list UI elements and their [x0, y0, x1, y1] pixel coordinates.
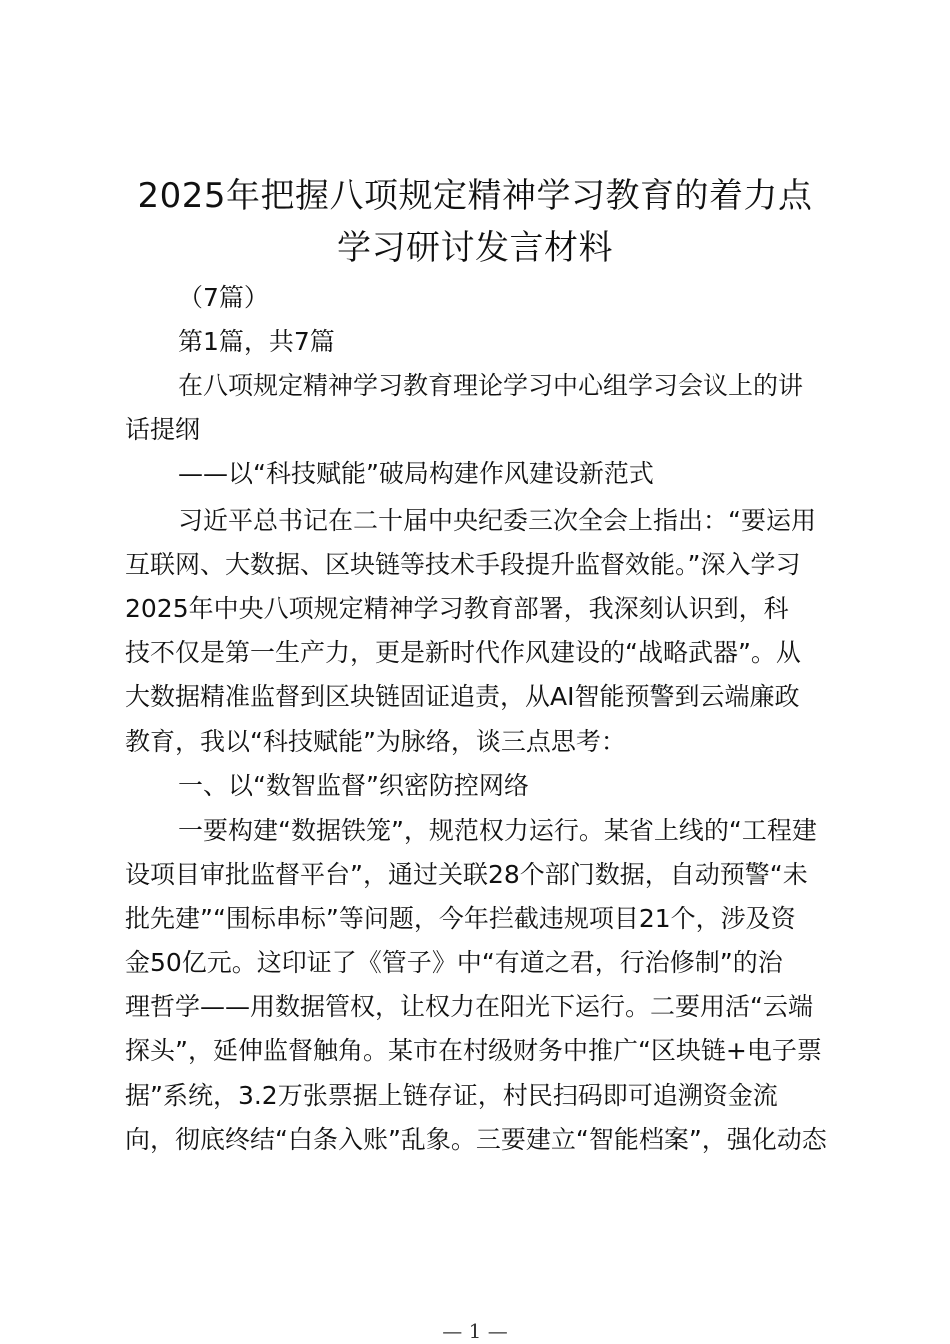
body-line: 金50亿元。这印证了《管子》中“有道之君，行治修制”的治 [125, 948, 783, 977]
document-title-line-1: 2025年把握八项规定精神学习教育的着力点 [137, 176, 813, 216]
body-line: 批先建”“围标串标”等问题，今年拦截违规项目21个，涉及资 [125, 904, 796, 933]
document-title-line-2: 学习研讨发言材料 [337, 228, 613, 268]
section-heading: 一、以“数智监督”织密防控网络 [178, 771, 529, 800]
body-line: 据”系统，3.2万张票据上链存证，村民扫码即可追溯资金流 [125, 1081, 778, 1110]
count-note: （7篇） [178, 283, 269, 312]
speech-outline-title-line-1: 在八项规定精神学习教育理论学习中心组学习会议上的讲 [178, 371, 804, 400]
body-line: 向，彻底终结“白条入账”乱象。三要建立“智能档案”，强化动态 [125, 1125, 827, 1154]
body-line: 互联网、大数据、区块链等技术手段提升监督效能。”深入学习 [125, 550, 801, 579]
body-line: 教育，我以“科技赋能”为脉络，谈三点思考： [125, 727, 626, 756]
speech-outline-title-line-2: 话提纲 [125, 415, 201, 444]
subtitle: ——以“科技赋能”破局构建作风建设新范式 [178, 459, 654, 488]
body-line: 一要构建“数据铁笼”，规范权力运行。某省上线的“工程建 [178, 816, 817, 845]
body-line: 2025年中央八项规定精神学习教育部署，我深刻认识到，科 [125, 594, 789, 623]
body-line: 理哲学——用数据管权，让权力在阳光下运行。二要用活“云端 [125, 992, 813, 1021]
body-line: 设项目审批监督平台”，通过关联28个部门数据，自动预警“未 [125, 860, 808, 889]
part-label: 第1篇，共7篇 [178, 327, 335, 356]
body-line: 探头”，延伸监督触角。某市在村级财务中推广“区块链+电子票 [125, 1036, 822, 1065]
body-line: 大数据精准监督到区块链固证追责，从AI智能预警到云端廉政 [125, 682, 800, 711]
page-number: — 1 — [442, 1319, 508, 1343]
body-line: 技不仅是第一生产力，更是新时代作风建设的“战略武器”。从 [125, 638, 801, 667]
body-line: 习近平总书记在二十届中央纪委三次全会上指出：“要运用 [178, 506, 816, 535]
